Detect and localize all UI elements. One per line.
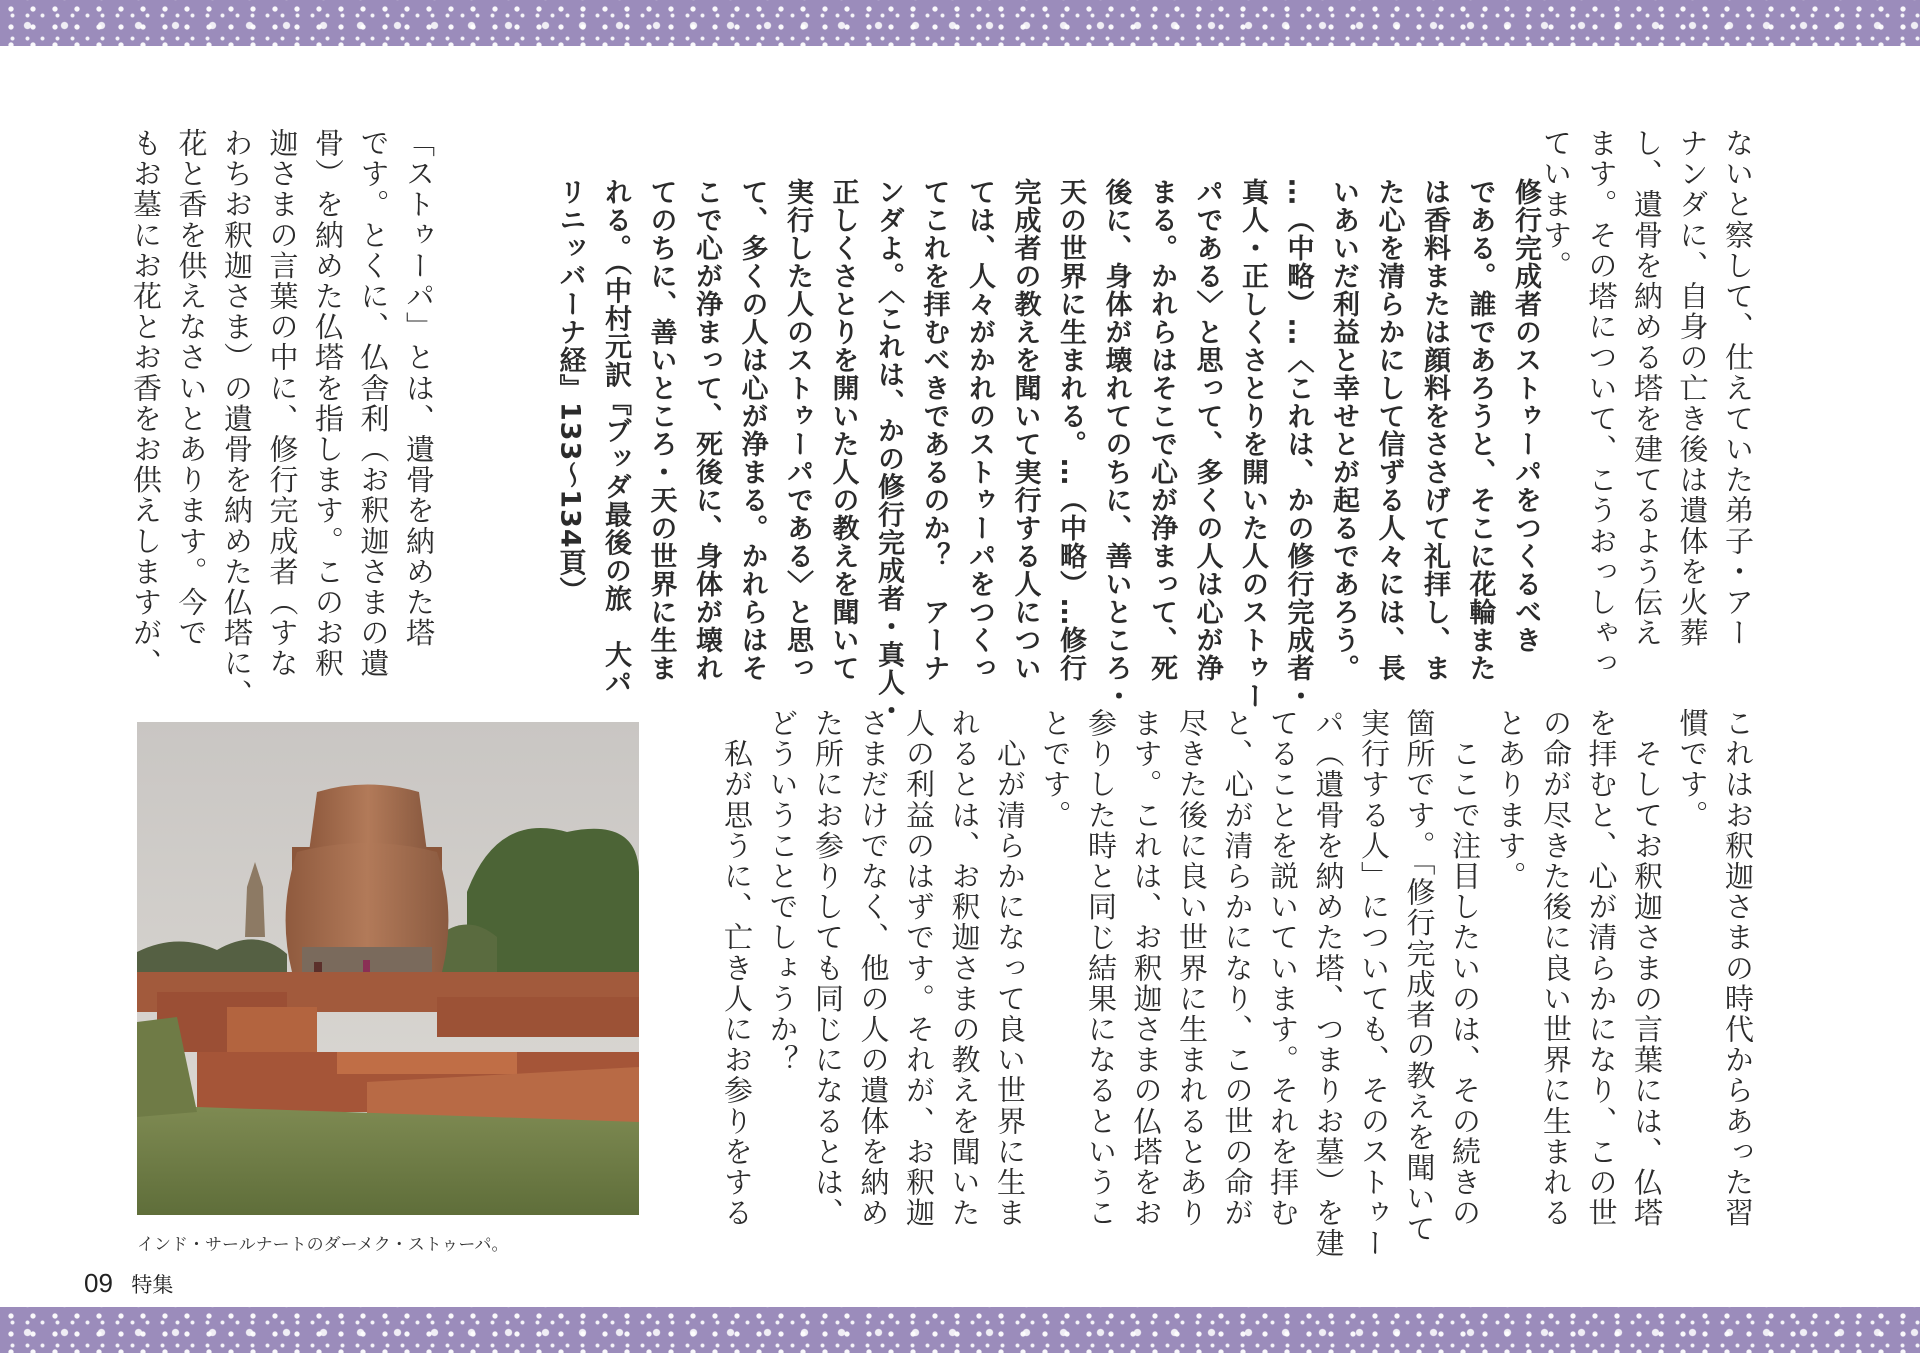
page-footer (84, 1268, 173, 1298)
photo-caption: インド・サールナートのダーメク・ストゥーパ。 (137, 1235, 509, 1254)
section-label: 特集 (131, 1274, 174, 1297)
intro-text-column: ないと察して、仕えていた弟子・アー ナンダに、自身の亡き後は遺体を火葬 し、遺骨を納める塔を建てるよう伝え ます。その塔について、こうおっしゃっ ています。 (1539, 128, 1755, 679)
dhamekh-stupa-photo (137, 722, 639, 1215)
sutra-quote-block: 修行完成者のストゥーパをつくるべき である。誰であろうと、そこに花輪また は香料または顔料をささげて礼拝し、ま た心を清らかにして信ずる人々には、長 いあいだ利益と幸せとが起るであろう。 …（中略）…〈これは、かの修行完成者・ 真人・正しくさとりを開いた人のストゥー パである〉と思って、多くの人は心が浄 まる。かれらはそこで心が浄まって、死 後に、身体が壊れてのちに、善いところ・ 天の世界に生まれる。…（中略）…修行 完成者の教えを聞いて実行する人につい ては、人々がかれのストゥーパをつくっ てこれを拝むべきであるのか？ アーナ ンダよ。〈これは、かの修行完成者・真人・ 正しくさとりを開いた人の教えを聞いて 実行した人のストゥーパである〉と思っ て、多くの人は心が浄まる。かれらはそ こで心が浄まって、死後に、身体が壊れ てのちに、善いところ・天の世界に生ま れる。（中村元訳『ブッダ最後の旅 大パ リニッバーナ経』133〜134頁） (554, 178, 1541, 725)
top-dotted-band (0, 0, 1920, 46)
stupa-explanation-column: 「ストゥーパ」とは、遺骨を納めた塔 です。とくに、仏舎利（お釈迦さまの遺 骨）を納めた仏塔を指します。このお釈 迦さまの言葉の中に、修行完成者（すな わちお釈迦さま）の遺骨を納めた仏塔に、 花と香を供えなさいとあります。今で もお墓にお花とお香をお供えしますが、 (129, 128, 436, 710)
lower-text-column: これはお釈迦さまの時代からあった習 慣です。 そしてお釈迦さまの言葉には、仏塔 を拝むと、心が清らかになり、この世 の命が尽きた後に良い世界に生まれる とあります。 ここで注目したいのは、その続きの 箇所です。「修行完成者の教えを聞いて 実行する人」についても、そのストゥー パ（遺骨を納めた塔、つまりお墓）を建 てることを説いています。それを拝む と、心が清らかになり、この世の命が 尽きた後に良い世界に生まれるとあり ます。これは、お釈迦さまの仏塔をお 参りした時と同じ結果になるというこ とです。 心が清らかになって良い世界に生ま れるとは、お釈迦さまの教えを聞いた 人の利益のはずです。それが、お釈迦 さまだけでなく、他の人の遺体を納め た所にお参りしても同じになるとは、 どういうことでしょうか？ 私が思うに、亡き人にお参りをする (720, 708, 1755, 1259)
page-number: 09 (84, 1268, 113, 1298)
bottom-dotted-band (0, 1307, 1920, 1353)
